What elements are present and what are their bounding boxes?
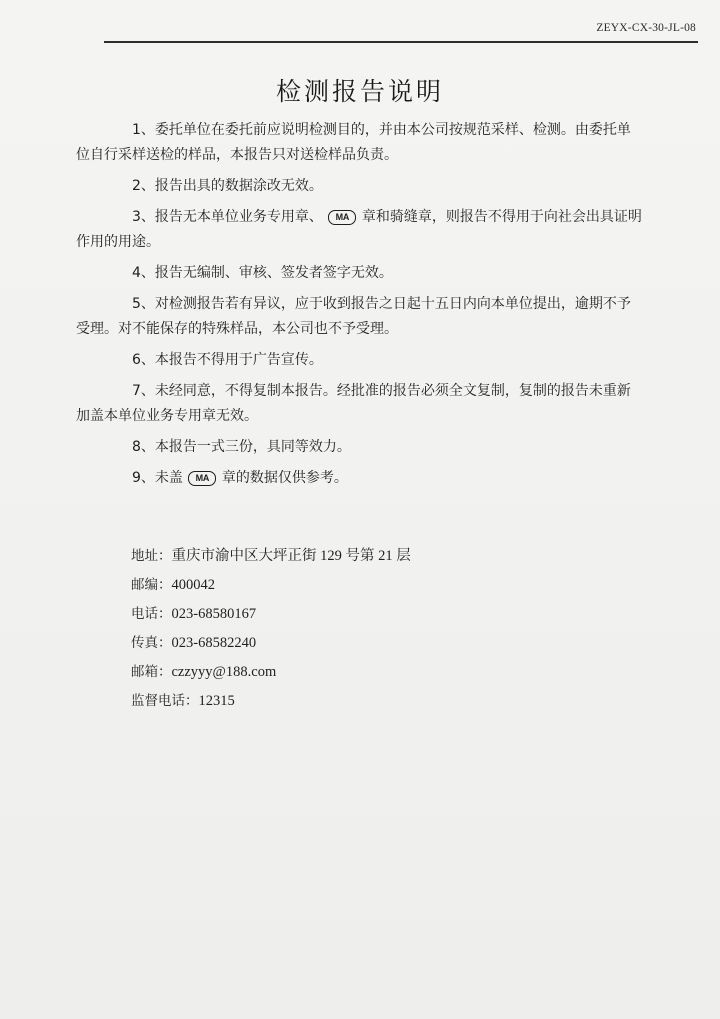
hotline-row bbox=[131, 687, 411, 716]
hotline-value: 12315 bbox=[198, 693, 235, 709]
list-item bbox=[104, 466, 696, 491]
item-text: 8、本报告一式三份，具同等效力。 bbox=[132, 439, 351, 455]
item-text-continued: 位自行采样送检的样品，本报告只对送检样品负责。 bbox=[76, 147, 398, 163]
contact-info bbox=[131, 542, 411, 716]
item-text: 1、委托单位在委托前应说明检测目的，并由本公司按规范采样、检测。由委托单 bbox=[132, 122, 631, 138]
list-item bbox=[104, 348, 696, 373]
list-item bbox=[76, 379, 696, 429]
item-text-continued: 加盖本单位业务专用章无效。 bbox=[76, 408, 258, 424]
email-value: czzyyy@188.com bbox=[171, 664, 277, 680]
item-text: 3、报告无本单位业务专用章、 bbox=[132, 209, 323, 225]
item-text: 6、本报告不得用于广告宣传。 bbox=[132, 352, 323, 368]
list-item bbox=[76, 118, 696, 168]
item-text: 7、未经同意，不得复制本报告。经批准的报告必须全文复制，复制的报告未重新 bbox=[132, 383, 631, 399]
list-item bbox=[76, 205, 696, 255]
address-label: 地址： bbox=[131, 548, 172, 564]
email-label: 邮箱： bbox=[131, 664, 172, 680]
postcode-value: 400042 bbox=[171, 577, 215, 593]
phone-label: 电话： bbox=[131, 606, 172, 622]
postcode-row bbox=[131, 571, 411, 600]
item-text: 5、对检测报告若有异议，应于收到报告之日起十五日内向本单位提出，逾期不予 bbox=[132, 296, 631, 312]
item-text: 4、报告无编制、审核、签发者签字无效。 bbox=[132, 265, 393, 281]
list-item bbox=[104, 174, 696, 199]
item-text-continued: 受理。对不能保存的特殊样品，本公司也不予受理。 bbox=[76, 321, 398, 337]
phone-value: 023-68580167 bbox=[171, 606, 257, 622]
postcode-label: 邮编： bbox=[131, 577, 172, 593]
phone-row bbox=[131, 600, 411, 629]
item-text: 9、未盖 bbox=[132, 470, 183, 486]
address-value: 重庆市渝中区大坪正街 129 号第 21 层 bbox=[171, 548, 411, 564]
notes-list bbox=[76, 118, 696, 497]
address-row bbox=[131, 542, 411, 571]
email-row bbox=[131, 658, 411, 687]
list-item bbox=[104, 435, 696, 460]
item-text: 章的数据仅供参考。 bbox=[221, 470, 348, 486]
cma-mark-icon: MA bbox=[188, 471, 216, 486]
header-rule bbox=[104, 41, 698, 43]
cma-mark-icon: MA bbox=[328, 210, 356, 225]
item-text: 章和骑缝章，则报告不得用于向社会出具证明 bbox=[361, 209, 642, 225]
item-text-continued: 作用的用途。 bbox=[76, 234, 160, 250]
fax-label: 传真： bbox=[131, 635, 172, 651]
hotline-label: 监督电话： bbox=[131, 693, 199, 709]
item-text: 2、报告出具的数据涂改无效。 bbox=[132, 178, 323, 194]
list-item bbox=[76, 292, 696, 342]
fax-row bbox=[131, 629, 411, 658]
document-code: ZEYX-CX-30-JL-08 bbox=[596, 22, 696, 34]
page-title: 检测报告说明 bbox=[275, 77, 444, 106]
list-item bbox=[104, 261, 696, 286]
fax-value: 023-68582240 bbox=[171, 635, 257, 651]
